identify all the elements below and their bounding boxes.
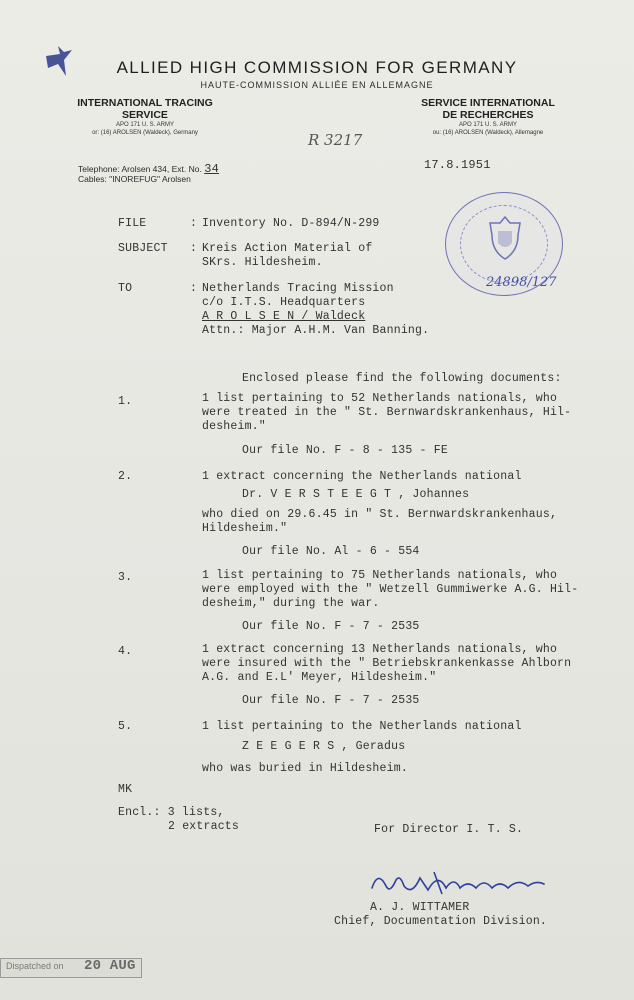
right-org-line2: DE RECHERCHES bbox=[442, 109, 534, 121]
subject-label: SUBJECT bbox=[118, 242, 168, 255]
right-org-line4: ou: (16) AROLSEN (Waldeck), Allemagne bbox=[432, 130, 544, 136]
item-2-line-4: Hildesheim." bbox=[202, 522, 288, 535]
official-seal-stamp bbox=[445, 192, 563, 296]
item-4-line-3: A.G. and E.L' Meyer, Hildesheim." bbox=[202, 671, 437, 684]
item-5-line-3: who was buried in Hildesheim. bbox=[202, 762, 408, 775]
item-1-file: Our file No. F - 8 - 135 - FE bbox=[242, 444, 448, 457]
item-2-line-1: 1 extract concerning the Netherlands national bbox=[202, 470, 522, 483]
file-value: Inventory No. D-894/N-299 bbox=[202, 217, 380, 230]
to-line-3: A R O L S E N / Waldeck bbox=[202, 310, 366, 323]
left-org-line2: SERVICE bbox=[122, 109, 168, 121]
item-1-line-3: desheim." bbox=[202, 420, 266, 433]
enclosure-line-1: Encl.: 3 lists, bbox=[118, 806, 225, 819]
handwritten-reference: R 3217 bbox=[308, 131, 363, 149]
item-4-line-1: 1 extract concerning 13 Netherlands nationals, who bbox=[202, 643, 558, 656]
item-4-number: 4. bbox=[118, 645, 133, 658]
letterhead-subtitle: HAUTE-COMMISSION ALLIÉE EN ALLEMAGNE bbox=[200, 80, 434, 90]
dispatched-label: Dispatched on bbox=[6, 961, 64, 971]
item-5-line-1: 1 list pertaining to the Netherlands national bbox=[202, 720, 522, 733]
left-org-line1: INTERNATIONAL TRACING bbox=[77, 97, 213, 109]
item-5-line-2: Z E E G E R S , Geradus bbox=[242, 740, 406, 753]
intro-text: Enclosed please find the following documents: bbox=[242, 372, 562, 385]
file-colon: : bbox=[190, 217, 198, 230]
item-2-line-2: Dr. V E R S T E E G T , Johannes bbox=[242, 488, 470, 501]
dispatched-date: 20 AUG bbox=[84, 958, 136, 974]
item-3-number: 3. bbox=[118, 571, 133, 584]
right-org-line3: APO 171 U. S. ARMY bbox=[458, 122, 518, 128]
left-org-block bbox=[70, 97, 220, 137]
to-line-4: Attn.: Major A.H.M. Van Banning. bbox=[202, 324, 430, 337]
to-label: TO bbox=[118, 282, 133, 295]
item-2-number: 2. bbox=[118, 470, 133, 483]
item-1-line-2: were treated in the " St. Bernwardskrankenhaus, Hil- bbox=[202, 406, 572, 419]
item-3-line-1: 1 list pertaining to 75 Netherlands nationals, who bbox=[202, 569, 558, 582]
signer-title: Chief, Documentation Division. bbox=[334, 915, 548, 928]
right-org-block bbox=[408, 97, 568, 137]
letterhead-title: ALLIED HIGH COMMISSION FOR GERMANY bbox=[116, 58, 518, 77]
handwritten-signature bbox=[368, 866, 552, 902]
item-4-line-2: were insured with the " Betriebskrankenkasse Ahlborn bbox=[202, 657, 572, 670]
signer-name: A. J. WITTAMER bbox=[370, 901, 470, 914]
item-3-line-2: were employed with the " Wetzell Gummiwerke A.G. Hil- bbox=[202, 583, 579, 596]
stamp-handwritten-number: 24898/127 bbox=[486, 275, 557, 290]
typist-initials: MK bbox=[118, 783, 133, 796]
subject-line-2: SKrs. Hildesheim. bbox=[202, 256, 323, 269]
to-colon: : bbox=[190, 282, 198, 295]
subject-colon: : bbox=[190, 242, 198, 255]
cables-line: Cables: "INOREFUG" Arolsen bbox=[78, 174, 191, 184]
item-3-file: Our file No. F - 7 - 2535 bbox=[242, 620, 420, 633]
coat-of-arms-icon bbox=[484, 215, 526, 261]
right-org-line1: SERVICE INTERNATIONAL bbox=[421, 97, 555, 109]
for-director: For Director I. T. S. bbox=[374, 823, 524, 836]
file-label: FILE bbox=[118, 217, 147, 230]
subject-line-1: Kreis Action Material of bbox=[202, 242, 373, 255]
telephone-text: Telephone: Arolsen 434, Ext. No. bbox=[78, 164, 202, 174]
item-5-number: 5. bbox=[118, 720, 133, 733]
item-2-file: Our file No. Al - 6 - 554 bbox=[242, 545, 420, 558]
item-3-line-3: desheim," during the war. bbox=[202, 597, 380, 610]
to-line-2: c/o I.T.S. Headquarters bbox=[202, 296, 366, 309]
letter-date: 17.8.1951 bbox=[424, 158, 491, 172]
item-4-file: Our file No. F - 7 - 2535 bbox=[242, 694, 420, 707]
to-line-1: Netherlands Tracing Mission bbox=[202, 282, 394, 295]
item-2-line-3: who died on 29.6.45 in " St. Bernwardskrankenhaus, bbox=[202, 508, 558, 521]
enclosure-line-2: 2 extracts bbox=[168, 820, 240, 833]
item-1-line-1: 1 list pertaining to 52 Netherlands nationals, who bbox=[202, 392, 558, 405]
left-org-line3: APO 171 U. S. ARMY bbox=[115, 122, 175, 128]
item-1-number: 1. bbox=[118, 395, 133, 408]
extension-number: 34 bbox=[204, 162, 219, 176]
left-org-line4: or: (16) AROLSEN (Waldeck), Germany bbox=[92, 130, 198, 136]
